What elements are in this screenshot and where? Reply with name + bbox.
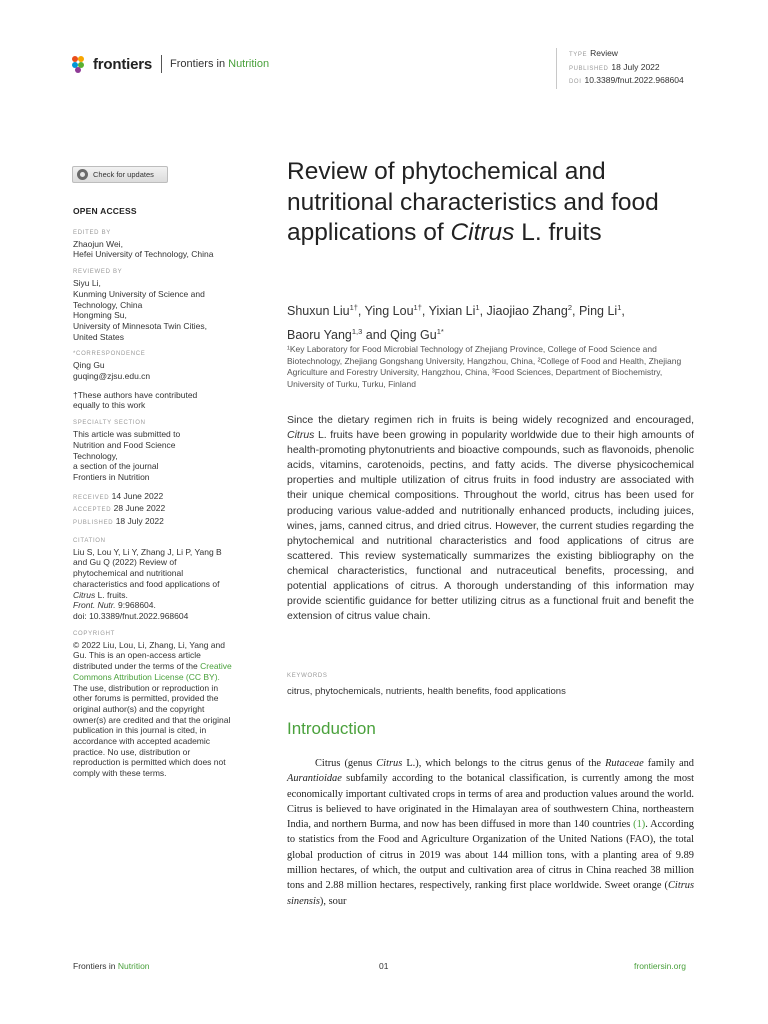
check-for-updates-button[interactable] [72, 166, 168, 183]
page-number: 01 [379, 961, 389, 971]
cc-license-link[interactable]: Creative Commons Attribution License (CC BY). [73, 661, 232, 682]
author-affiliation-marker: 1,3 [351, 326, 363, 336]
frontiers-logo-icon [72, 56, 89, 73]
introduction-paragraph: Citrus (genus Citrus L.), which belongs to the citrus genus of the Rutaceae family and Aurantioidae subfamily according to the botanical classification, is currently among the most economically important cultivated crops in terms of area and production values around the world. Citrus is believed to have originated in the Himalayan area of southwestern China, northeastern India, and northern Burma, and now has been diffused in more than 140 countries (1). According to statistics from the Food and Agriculture Organization of the United Nations (FAO), the total global production of citrus in 2019 was about 144 million tons, with a planting area of 9.89 million hectares, of which, the output and cultivation area of citrus in China reached 38 million tons and 2.88 million hectares, respectively, ranking first place worldwide. Sweet orange (Citrus sinensis), sour [287, 758, 694, 907]
keywords: citrus, phytochemicals, nutrients, health benefits, food applications [287, 686, 566, 697]
author-affiliation-marker: 1† [349, 303, 358, 312]
author-separator: , [479, 304, 487, 319]
article-title: Review of phytochemical and nutritional characteristics and food applications of Citrus L. fruits [287, 158, 659, 246]
author-separator: , [572, 304, 579, 319]
meta-type: TYPE Review [569, 48, 618, 58]
author-name[interactable]: Yixian Li [428, 304, 476, 319]
journal-logo[interactable] [72, 55, 269, 73]
author-separator: , [421, 304, 429, 319]
introduction-heading: Introduction [287, 719, 376, 738]
journal-name: Frontiers in Nutrition [170, 58, 270, 70]
article-meta [556, 48, 684, 89]
meta-doi: DOI 10.3389/fnut.2022.968604 [569, 75, 684, 85]
author-name[interactable]: Ying Lou [364, 304, 414, 319]
reviewed-by-section: REVIEWED BY Siyu Li, Kunming University of Science and Technology, China Hongming Su, University of Minnesota Twin Cities, United States [73, 269, 208, 342]
author-affiliation-marker: 1 [617, 303, 622, 312]
author-affiliation-marker: 2 [567, 303, 573, 312]
header-divider [161, 55, 162, 73]
equal-contribution-note: †These authors have contributed equally to this work [73, 389, 198, 411]
author-affiliation-marker: 1 [475, 303, 480, 312]
footer-journal[interactable]: Frontiers in Nutrition [73, 961, 150, 971]
open-access-label: OPEN ACCESS [73, 206, 137, 216]
dates-section: RECEIVED 14 June 2022 ACCEPTED 28 June 2022 PUBLISHED 18 July 2022 [73, 490, 166, 527]
update-icon [77, 169, 88, 180]
author-name[interactable]: Shuxun Liu [287, 304, 350, 319]
correspondence-email[interactable]: guqing@zjsu.edu.cn [73, 371, 151, 382]
author-list [287, 298, 707, 345]
meta-published: PUBLISHED 18 July 2022 [569, 61, 660, 72]
author-separator: , [357, 304, 365, 319]
copyright-section: COPYRIGHT © 2022 Liu, Lou, Li, Zhang, Li, Yang and Gu. This is an open-access article distributed under the terms of the Creative Commons Attribution License (CC BY). The use, distribution or reproduction in other forums is permitted, provided the original author(s) and the copyright owner(s) are credited and that the original publication in this journal is cited, in accordance with accepted academic practice. No use, distribution or reproduction is permitted which does not comply with these terms. [73, 630, 232, 779]
correspondence-section: *CORRESPONDENCE Qing Gu guqing@zjsu.edu.cn [73, 350, 243, 381]
citation-doi[interactable]: doi: 10.3389/fnut.2022.968604 [73, 610, 189, 621]
edited-by-section: EDITED BY Zhaojun Wei, Hefei University of Technology, China [73, 229, 214, 260]
keywords-heading: KEYWORDS [287, 673, 328, 679]
author-name[interactable]: Ping Li [578, 304, 618, 319]
footer-site-link[interactable]: frontiersin.org [634, 961, 686, 971]
author-affiliation-marker: 1† [413, 303, 422, 312]
author-separator: , [621, 304, 625, 319]
specialty-section: SPECIALTY SECTION This article was submitted to Nutrition and Food Science Technology, a section of the journal Frontiers in Nutrition [73, 420, 181, 482]
sidebar [73, 206, 243, 787]
abstract: Since the dietary regimen rich in fruits is being widely recognized and encouraged, Citrus L. fruits have been growing in popularity worldwide due to their high amounts of health-promoting phytonutrients and bioactive compounds, such as flavonoids, phenolic acids, vitamins, carotenoids, pectins, and fatty acids. The diverse physicochemical properties and multiple utilization of citrus fruits in food industry are associated with their unique chemical compositions. Throughout the world, citrus has been used for producing various value-added and nutritionally enhanced products, including juices, wines, jams, canned citrus, and dried citrus. However, the current studies regarding the phytochemical and nutritional characteristics and food applications of citrus are scattered. This review systematically summarizes the existing bibliography on the chemical characteristics, functional and nutraceutical benefits, processing, and potential applications of citrus. A thorough understanding of this information may provide scientific guidance for better utilizing citrus as a functional fruit and benefit the extension of citrus value chain. [287, 414, 694, 623]
affiliations: ¹Key Laboratory for Food Microbial Technology of Zhejiang Province, College of Food Science and Biotechnology, Zhejiang Gongshang University, Hangzhou, China, ²College of Food and Health, Zhejiang Agriculture and Forestry University, Hangzhou, China, ³Food Sciences, Department of Biochemistry, University of Turku, Turku, Finland [287, 344, 682, 389]
author-separator: and [362, 327, 391, 342]
author-affiliation-marker: 1* [436, 326, 444, 336]
check-for-updates-label: Check for updates [93, 170, 154, 179]
brand-name: frontiers [93, 55, 153, 73]
citation-section: CITATION Liu S, Lou Y, Li Y, Zhang J, Li P, Yang B and Gu Q (2022) Review of phytochemical and nutritional characteristics and food applications of Citrus L. fruits. Front. Nutr. 9:968604. doi: 10.3389/fnut.2022.968604 [73, 537, 233, 622]
author-name[interactable]: Jiaojiao Zhang [486, 304, 568, 319]
author-name[interactable]: Baoru Yang [287, 327, 352, 342]
author-name[interactable]: Qing Gu [390, 327, 437, 342]
reference-link[interactable]: (1) [633, 819, 646, 831]
